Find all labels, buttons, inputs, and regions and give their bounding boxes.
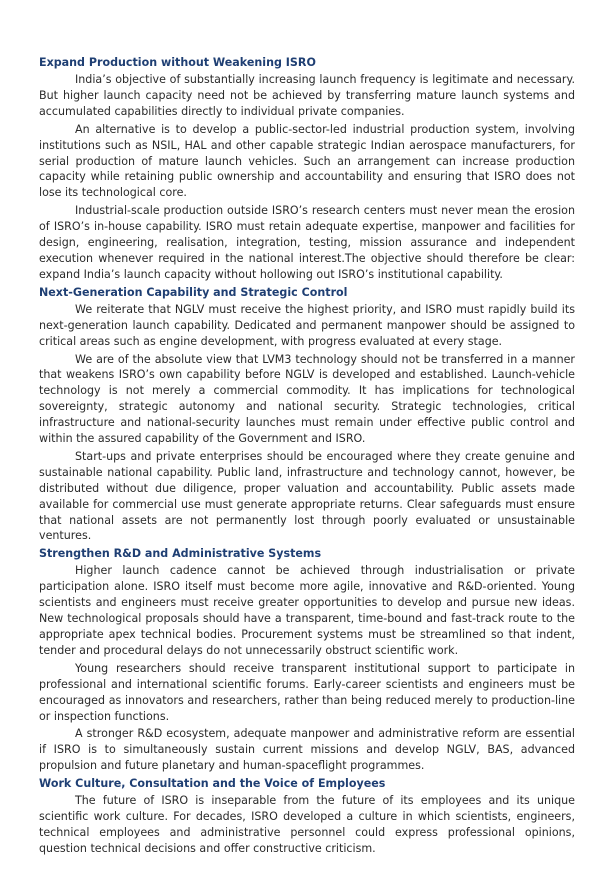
document-page xyxy=(39,55,575,859)
paragraph: We are of the absolute view that LVM3 technology should not be transferred in a manner that weakens ISRO’s own capability before NGLV is developed and established. Launch-vehicle technology is not merely a commercial commodity. It has implications for technological sovereignty, strategic autonomy and national security. Strategic technologies, critical infrastructure and national-security launches must remain under effective public control and within the assured capability of the Government and ISRO. xyxy=(39,352,575,446)
paragraph: India’s objective of substantially increasing launch frequency is legitimate and necessary. But higher launch capacity need not be achieved by transferring mature launch systems and accumulated capabilities directly to individual private companies. xyxy=(39,73,575,118)
paragraph: We reiterate that NGLV must receive the highest priority, and ISRO must rapidly build its next-generation launch capability. Dedicated and permanent manpower should be assigned to critical areas such as engine development, with progress evaluated at every stage. xyxy=(39,302,575,348)
section-heading: Next-Generation Capability and Strategic Control xyxy=(39,285,348,299)
section-heading: Strengthen R&D and Administrative Systems xyxy=(39,547,322,561)
paragraph: Young researchers should receive transparent institutional support to participate in professional and international scientific forums. Early-career scientists and engineers must be encouraged as innovators and researchers, rather than being reduced merely to production-line or inspection functions. xyxy=(39,661,575,723)
paragraph: An alternative is to develop a public-sector-led industrial production system, involving institutions such as NSIL, HAL and other capable strategic Indian aerospace manufacturers, for serial production of mature launch vehicles. Such an arrangement can increase production capacity while retaining public ownership and accountability and ensuring that ISRO does not lose its technological core. xyxy=(39,122,575,200)
paragraph: The future of ISRO is inseparable from the future of its employees and its unique scientific work culture. For decades, ISRO developed a culture in which scientists, engineers, technical employees and administrative personnel could express professional opinions, question technical decisions and offer constructive criticism. xyxy=(39,794,575,855)
paragraph: Higher launch cadence cannot be achieved through industrialisation or private participation alone. ISRO itself must become more agile, innovative and R&D-oriented. Young scientists and engineers must receive greater opportunities to develop and pursue new ideas. New technological proposals should have a transparent, time-bound and fast-track route to the appropriate apex technical bodies. Procurement systems must be streamlined so that indent, tender and procedural delays do not unnecessarily obstruct scientific work. xyxy=(39,564,575,657)
paragraph: A stronger R&D ecosystem, adequate manpower and administrative reform are essential if ISRO is to simultaneously sustain current missions and develop NGLV, BAS, advanced propulsion and future planetary and human-spaceflight programmes. xyxy=(39,727,575,773)
section-heading: Work Culture, Consultation and the Voice of Employees xyxy=(39,777,386,791)
section-heading: Expand Production without Weakening ISRO xyxy=(39,56,316,69)
paragraph: Industrial-scale production outside ISRO’s research centers must never mean the erosion of ISRO’s in-house capability. ISRO must retain adequate expertise, manpower and facilities for design, engineering, realisation, integration, testing, mission assurance and independent execution whenever required in the national interest.The objective should therefore be clear: expand India’s launch capacity without hollowing out ISRO’s institutional capability. xyxy=(39,204,575,281)
paragraph: Start-ups and private enterprises should be encouraged where they create genuine and sustainable national capability. Public land, infrastructure and technology cannot, however, be distributed without due diligence, proper valuation and accountability. Public assets made available for commercial use must generate appropriate returns. Clear safeguards must ensure that national assets are not permanently lost through poorly evaluated or unsustainable ventures. xyxy=(39,449,575,543)
